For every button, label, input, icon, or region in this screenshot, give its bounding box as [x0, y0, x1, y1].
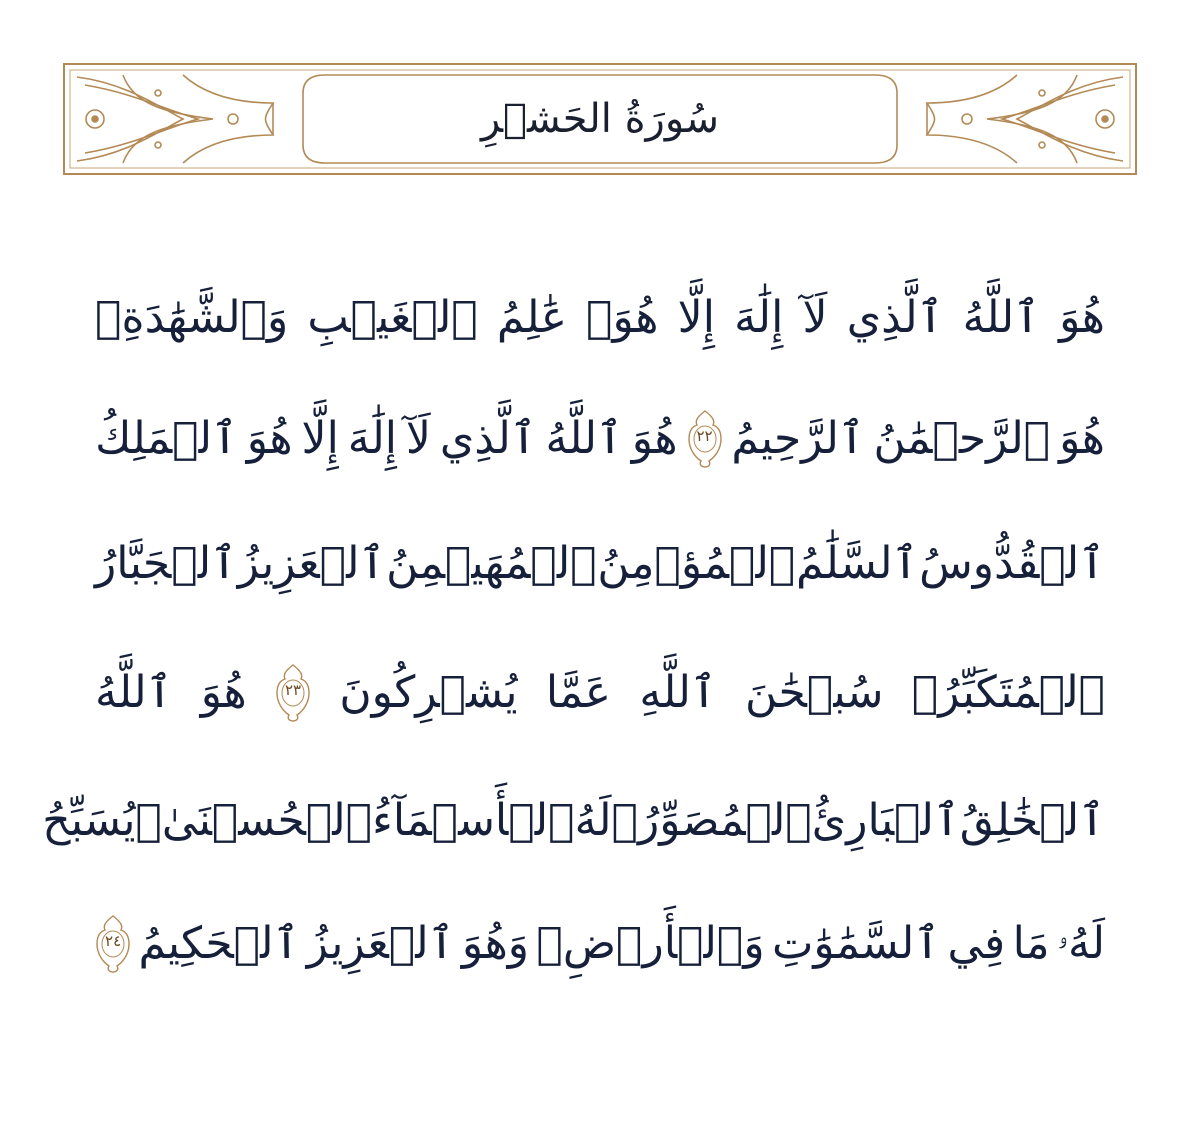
verse-word: هُوَ	[246, 413, 293, 464]
verse-word: ٱللَّهُ	[962, 292, 1040, 343]
verse-word: ٱلۡمُتَكَبِّرُۚ	[911, 667, 1105, 718]
verse-word: هُوَ	[1059, 413, 1105, 464]
verse-word: ٱلسَّلَٰمُ	[796, 538, 919, 589]
verse-word: لَهُ	[574, 795, 612, 846]
verse-word: ٱللَّهُ	[545, 413, 623, 464]
verse-word: إِلَّا	[301, 413, 339, 464]
verse-word: ٱلۡخَٰلِقُ	[959, 795, 1105, 846]
verse-word: ٱلۡجَبَّارُ	[95, 538, 237, 589]
verse-word: ٱلۡأَسۡمَآءُ	[372, 795, 575, 846]
verse-word: مَا	[1012, 918, 1050, 969]
verse-word: لَهُۥ	[1057, 918, 1105, 969]
surah-title: سُورَةُ الحَشۡرِ	[480, 96, 720, 142]
verse-line	[95, 500, 1105, 628]
verse-word: هُوَ	[1059, 292, 1105, 343]
verse-word: ٱلرَّحۡمَٰنُ	[873, 413, 1051, 464]
verse-word: ٱلرَّحِيمُ	[731, 413, 865, 464]
verse-line	[95, 884, 1105, 1004]
verse-word: ٱلۡحُسۡنَىٰۚ	[135, 795, 373, 846]
verse-word: ٱلۡمَلِكُ	[95, 413, 238, 464]
verse-word: وَٱلۡأَرۡضِۖ	[536, 918, 765, 969]
verse-word: لَآ	[405, 413, 431, 464]
verse-word: يُسَبِّحُ	[42, 795, 136, 846]
verse-word: ٱللَّهُ	[95, 667, 173, 718]
verse-word: ٱلۡغَيۡبِ	[307, 292, 478, 343]
verse-word: هُوَ	[200, 667, 247, 718]
verse-word: ٱلۡعَزِيزُ	[237, 538, 386, 589]
ayah-number: ٢٣	[284, 681, 302, 699]
verse-word: هُوَ	[631, 413, 678, 464]
verse-word: لَآ	[802, 292, 828, 343]
verse-word: ٱلَّذِي	[439, 413, 537, 464]
verse-word: عَمَّا	[545, 667, 611, 718]
ayah-marker	[275, 663, 311, 723]
verse-word: ٱلۡمُصَوِّرُۖ	[611, 795, 812, 846]
verse-word: ٱلۡعَزِيزُ	[306, 918, 455, 969]
verse-word: عَٰلِمُ	[496, 292, 567, 343]
verse-word: فِي	[947, 918, 1006, 969]
ayah-number: ٢٢	[696, 427, 713, 445]
verse-word: ٱلسَّمَٰوَٰتِ	[772, 918, 941, 969]
verse-word: ٱللَّهِ	[639, 667, 717, 718]
verse-word: ٱلۡقُدُّوسُ	[919, 538, 1105, 589]
verse-word: ٱلۡمُهَيۡمِنُ	[386, 538, 597, 589]
verse-line	[95, 258, 1105, 378]
verse-word: ٱلۡمُؤۡمِنُ	[597, 538, 796, 589]
ayah-number: ٢٤	[105, 932, 122, 950]
verse-line	[95, 628, 1105, 758]
verse-word: إِلَّا	[677, 292, 715, 343]
verse-word: ٱلَّذِي	[846, 292, 944, 343]
verse-word: يُشۡرِكُونَ	[339, 667, 518, 718]
verse-word: ٱلۡحَكِيمُ	[138, 918, 300, 969]
ayah-marker	[687, 409, 723, 469]
ayah-marker	[95, 914, 131, 974]
verse-word: إِلَٰهَ	[347, 413, 397, 464]
verse-line	[95, 378, 1105, 500]
surah-header-banner	[63, 63, 1137, 175]
verse-word: ٱلۡبَارِئُ	[811, 795, 960, 846]
verse-word: إِلَٰهَ	[734, 292, 784, 343]
verse-word: سُبۡحَٰنَ	[745, 667, 884, 718]
verse-word: وَٱلشَّهَٰدَةِۖ	[95, 292, 289, 343]
verse-word: هُوَۖ	[586, 292, 659, 343]
verse-line	[42, 758, 1105, 884]
verse-word: وَهُوَ	[461, 918, 530, 969]
verses-text	[42, 258, 1105, 1004]
